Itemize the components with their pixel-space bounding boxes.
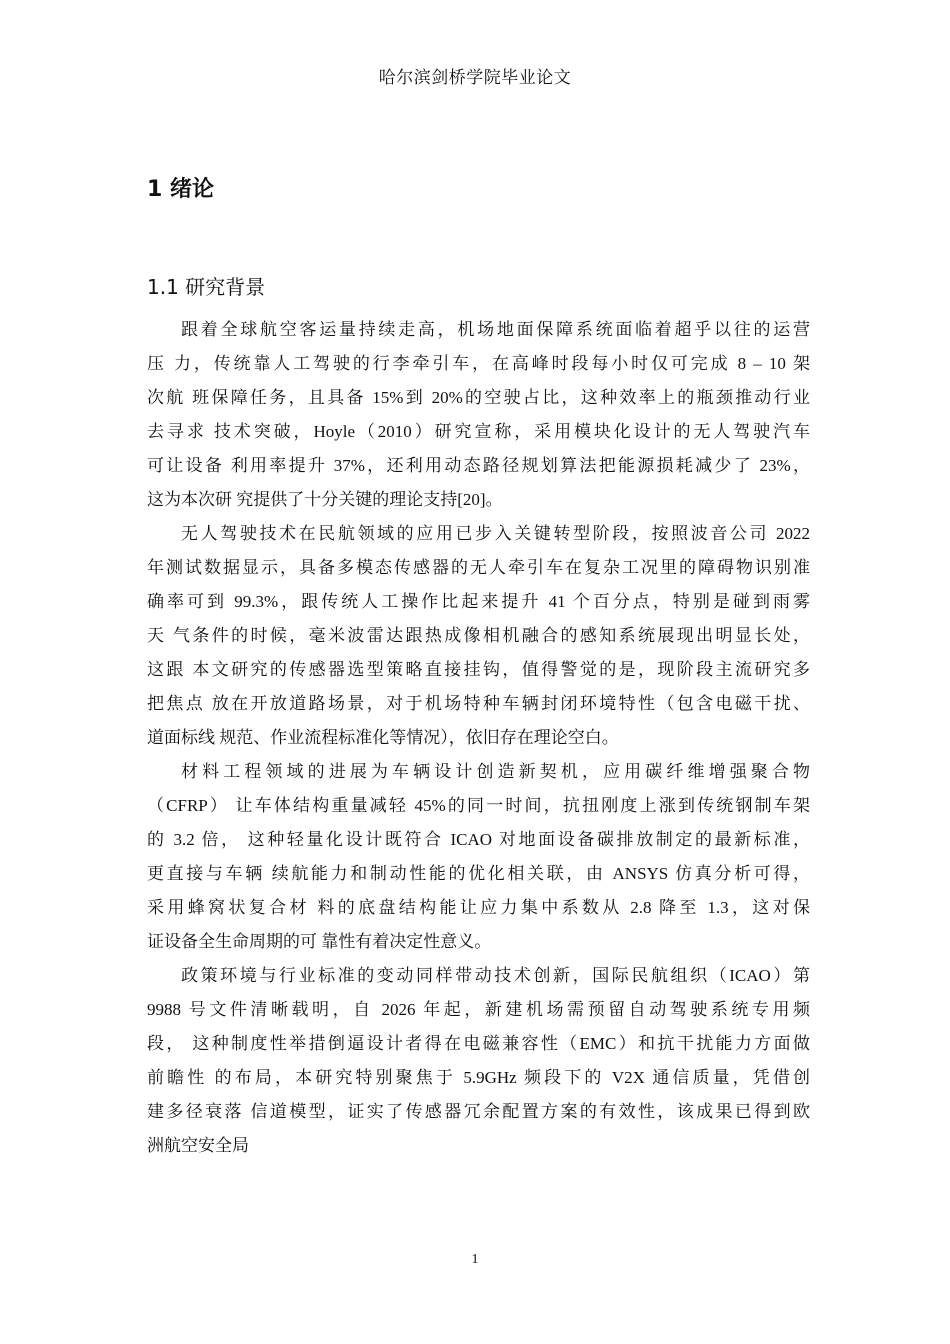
chapter-title: 1 绪论 <box>147 177 214 202</box>
paragraph-line: 压 力，传统靠人工驾驶的行李牵引车，在高峰时段每小时仅可完成 8 – 10 架 <box>147 354 810 373</box>
paragraph-1 <box>147 313 810 517</box>
paragraph-line: 的 3.2 倍， 这种轻量化设计既符合 ICAO 对地面设备碳排放制定的最新标准， <box>147 830 810 849</box>
body-text <box>147 313 810 1163</box>
paragraph-line: 道面标线 规范、作业流程标准化等情况），依旧存在理论空白。 <box>147 728 619 747</box>
paragraph-line: 这为本次研 究提供了十分关键的理论支持[20]。 <box>147 490 503 509</box>
paragraph-line: 证设备全生命周期的可 靠性有着决定性意义。 <box>147 932 492 951</box>
paragraph-line: 材料工程领域的进展为车辆设计创造新契机，应用碳纤维增强聚合物 <box>181 762 810 781</box>
paragraph-2 <box>147 517 810 755</box>
running-header: 哈尔滨剑桥学院毕业论文 <box>378 68 572 87</box>
paragraph-line: 去寻求 技术突破，Hoyle（2010）研究宣称，采用模块化设计的无人驾驶汽车 <box>147 422 810 441</box>
paragraph-line: （CFRP） 让车体结构重量减轻 45%的同一时间，抗扭刚度上涨到传统钢制车架 <box>147 796 810 815</box>
paragraph-line: 采用蜂窝状复合材 料的底盘结构能让应力集中系数从 2.8 降至 1.3，这对保 <box>147 898 810 917</box>
page-number: 1 <box>471 1252 479 1267</box>
paragraph-line: 建多径衰落 信道模型，证实了传感器冗余配置方案的有效性，该成果已得到欧 <box>147 1102 810 1121</box>
paragraph-line: 洲航空安全局 <box>147 1136 249 1155</box>
paragraph-line: 更直接与车辆 续航能力和制动性能的优化相关联，由 ANSYS 仿真分析可得， <box>147 864 810 883</box>
paragraph-line: 天 气条件的时候，毫米波雷达跟热成像相机融合的感知系统展现出明显长处， <box>147 626 810 645</box>
paragraph-4 <box>147 959 810 1163</box>
paragraph-line: 可让设备 利用率提升 37%，还利用动态路径规划算法把能源损耗减少了 23%， <box>147 456 810 475</box>
paragraph-line: 9988 号文件清晰载明，自 2026 年起，新建机场需预留自动驾驶系统专用频 <box>147 1000 810 1019</box>
paragraph-line: 把焦点 放在开放道路场景，对于机场特种车辆封闭环境特性（包含电磁干扰、 <box>147 694 810 713</box>
paragraph-line: 前瞻性 的布局，本研究特别聚焦于 5.9GHz 频段下的 V2X 通信质量，凭借创 <box>147 1068 810 1087</box>
paragraph-line: 段， 这种制度性举措倒逼设计者得在电磁兼容性（EMC）和抗干扰能力方面做 <box>147 1034 810 1053</box>
section-title: 1.1 研究背景 <box>147 275 266 299</box>
paragraph-line: 政策环境与行业标准的变动同样带动技术创新，国际民航组织（ICAO）第 <box>181 966 810 985</box>
paragraph-3 <box>147 755 810 959</box>
paragraph-line: 次航 班保障任务，且具备 15%到 20%的空驶占比，这种效率上的瓶颈推动行业 <box>147 388 810 407</box>
paragraph-line: 这跟 本文研究的传感器选型策略直接挂钩，值得警觉的是，现阶段主流研究多 <box>147 660 810 679</box>
paragraph-line: 确率可到 99.3%，跟传统人工操作比起来提升 41 个百分点，特别是碰到雨雾 <box>147 592 810 611</box>
paragraph-line: 无人驾驶技术在民航领域的应用已步入关键转型阶段，按照波音公司 2022 <box>181 524 810 543</box>
paragraph-line: 跟着全球航空客运量持续走高，机场地面保障系统面临着超乎以往的运营 <box>181 320 810 339</box>
paragraph-line: 年测试数据显示，具备多模态传感器的无人牵引车在复杂工况里的障碍物识别准 <box>147 558 810 577</box>
